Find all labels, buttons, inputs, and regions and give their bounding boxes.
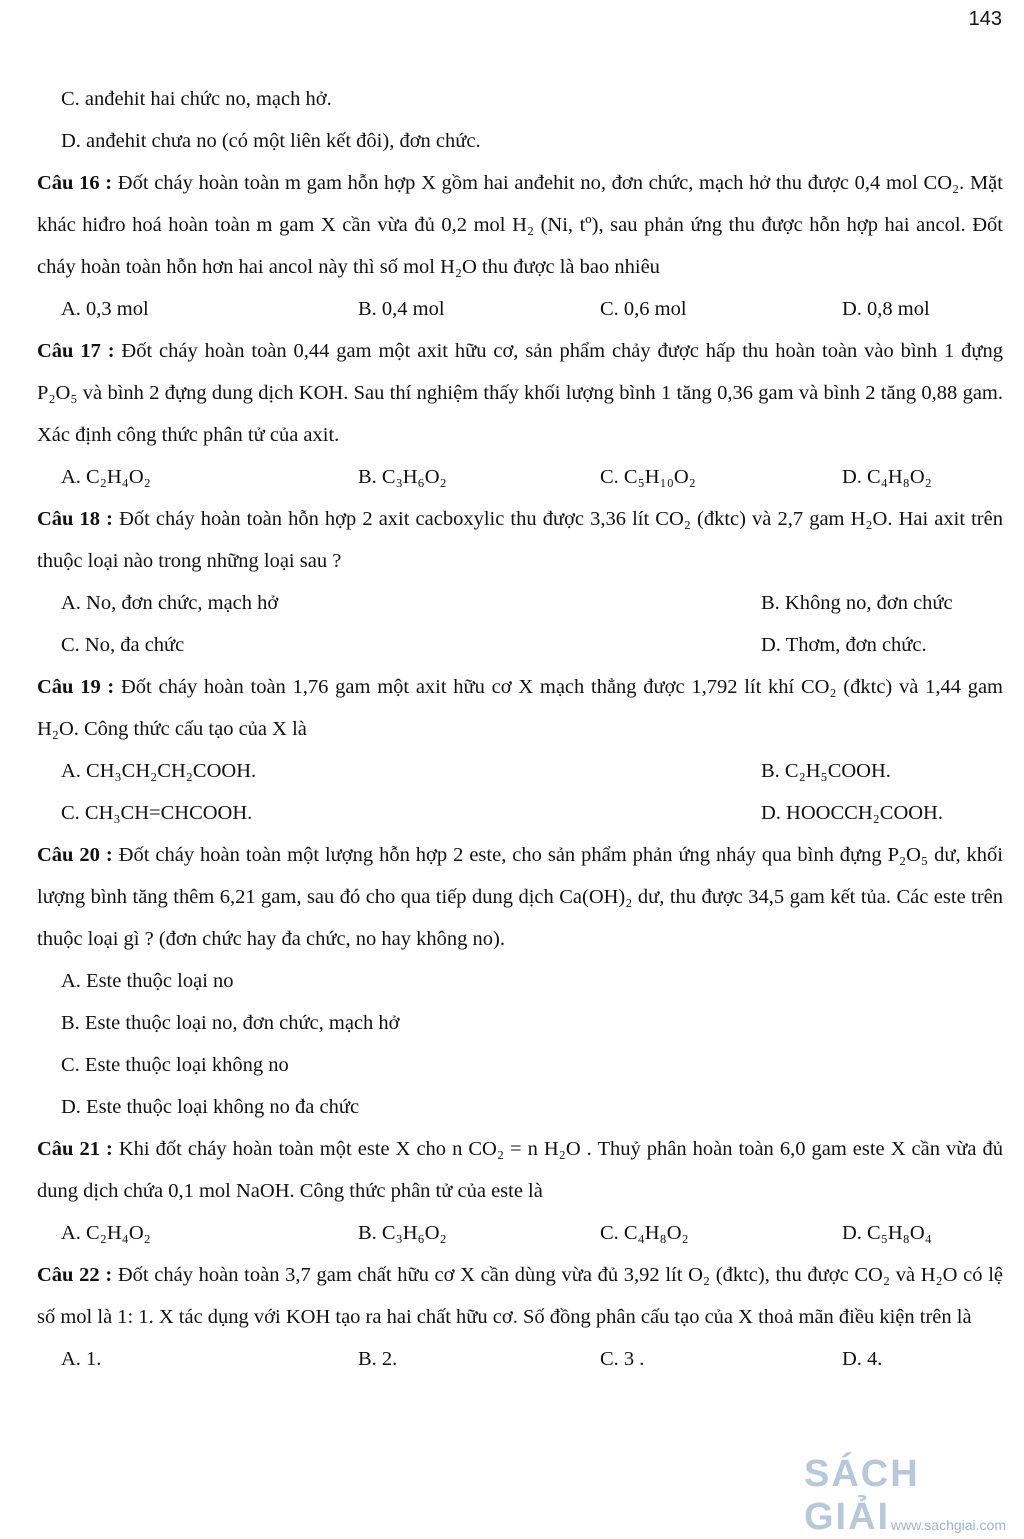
question-label: Câu 20 : xyxy=(37,844,113,866)
question-17 xyxy=(37,330,1003,456)
document-body xyxy=(37,78,1003,1380)
option-c: C. Este thuộc loại không no xyxy=(61,1054,289,1076)
question-text: Đốt cháy hoàn toàn 0,44 gam một axit hữu cơ, sản phẩm chảy được hấp thu hoàn toàn vào bình 1 đựng P₂O₅ và bình 2 đựng dung dịch KOH. Sau thí nghiệm thấy khối lượng bình 1 tăng 0,36 gam và bình 2 tăng 0,88 gam. Xác định công thức phân tử của axit. xyxy=(37,340,1003,446)
q18-options-cd xyxy=(37,624,1003,666)
option-b: B. C₃H₆O₂ xyxy=(358,466,447,488)
watermark-logo xyxy=(804,1443,1014,1538)
q18-options-ab xyxy=(37,582,1003,624)
question-18 xyxy=(37,498,1003,582)
option-b: B. Este thuộc loại no, đơn chức, mạch hở xyxy=(61,1012,400,1034)
option-c: C. 0,6 mol xyxy=(600,298,687,320)
option-c: C. C₄H₈O₂ xyxy=(600,1222,689,1244)
option-a: A. 0,3 mol xyxy=(61,298,149,320)
watermark-brand: SÁCH GIẢI xyxy=(804,1453,920,1538)
option-c: C. No, đa chức xyxy=(61,634,185,656)
option-d: D. C₅H₈O₄ xyxy=(842,1222,932,1244)
q21-options xyxy=(37,1212,1003,1254)
q19-options-ab xyxy=(37,750,1003,792)
q19-options-cd xyxy=(37,792,1003,834)
option-d: D. Thơm, đơn chức. xyxy=(761,634,927,656)
question-label: Câu 17 : xyxy=(37,340,115,362)
option-d: D. Este thuộc loại không no đa chức xyxy=(61,1096,360,1118)
option-d: D. HOOCCH₂COOH. xyxy=(761,802,943,824)
question-label: Câu 21 : xyxy=(37,1138,113,1160)
q16-options xyxy=(37,288,1003,330)
option-b: B. 0,4 mol xyxy=(358,298,445,320)
question-21 xyxy=(37,1128,1003,1212)
option-b: B. Không no, đơn chức xyxy=(761,592,953,614)
option-d: D. 4. xyxy=(842,1348,883,1370)
option-a: A. CH₃CH₂CH₂COOH. xyxy=(61,760,257,782)
option-a: A. No, đơn chức, mạch hở xyxy=(61,592,279,614)
q15-option-c: C. anđehit hai chức no, mạch hở. xyxy=(61,88,332,110)
option-d: D. 0,8 mol xyxy=(842,298,930,320)
question-text: Đốt cháy hoàn toàn 1,76 gam một axit hữu cơ X mạch thẳng được 1,792 lít khí CO₂ (đktc) và 1,44 gam H₂O. Công thức cấu tạo của X là xyxy=(37,676,1003,740)
option-b: B. C₂H₅COOH. xyxy=(761,760,891,782)
option-b: B. C₃H₆O₂ xyxy=(358,1222,447,1244)
question-20 xyxy=(37,834,1003,960)
question-text: Đốt cháy hoàn toàn một lượng hỗn hợp 2 este, cho sản phẩm phản ứng nháy qua bình đựng P₂O₅ dư, khối lượng bình tăng thêm 6,21 gam, sau đó cho qua tiếp dung dịch Ca(OH)₂ dư, thu được 34,5 gam kết tủa. Các este trên thuộc loại gì ? (đơn chức hay đa chức, no hay không no). xyxy=(37,844,1003,950)
option-b: B. 2. xyxy=(358,1348,398,1370)
option-c: C. 3 . xyxy=(600,1348,645,1370)
page-number: 143 xyxy=(968,8,1002,30)
question-16 xyxy=(37,162,1003,288)
watermark-url: www.sachgiai.com xyxy=(890,1517,1006,1533)
question-text: Khi đốt cháy hoàn toàn một este X cho n CO₂ = n H₂O . Thuỷ phân hoàn toàn 6,0 gam este X cần vừa đủ dung dịch chứa 0,1 mol NaOH. Công thức phân tử của este là xyxy=(37,1138,1003,1202)
option-d: D. C₄H₈O₂ xyxy=(842,466,932,488)
option-a: A. Este thuộc loại no xyxy=(61,970,234,992)
question-text: Đốt cháy hoàn toàn m gam hỗn hợp X gồm hai anđehit no, đơn chức, mạch hở thu được 0,4 mol CO₂. Mặt khác hiđro hoá hoàn toàn m gam X cần vừa đủ 0,2 mol H₂ (Ni, tº), sau phản ứng thu được hỗn hợp hai ancol. Đốt cháy hoàn toàn hỗn hơn hai ancol này thì số mol H₂O thu được là bao nhiêu xyxy=(37,172,1003,278)
question-label: Câu 18 : xyxy=(37,508,113,530)
question-label: Câu 16 : xyxy=(37,172,113,194)
question-19 xyxy=(37,666,1003,750)
option-c: C. CH₃CH=CHCOOH. xyxy=(61,802,253,824)
question-label: Câu 19 : xyxy=(37,676,115,698)
question-text: Đốt cháy hoàn toàn 3,7 gam chất hữu cơ X cần dùng vừa đủ 3,92 lít O₂ (đktc), thu được CO₂ và H₂O có lệ số mol là 1: 1. X tác dụng với KOH tạo ra hai chất hữu cơ. Số đồng phân cấu tạo của X thoả mãn điều kiện trên là xyxy=(37,1264,1003,1328)
q22-options xyxy=(37,1338,1003,1380)
option-a: A. 1. xyxy=(61,1348,102,1370)
q17-options xyxy=(37,456,1003,498)
question-label: Câu 22 : xyxy=(37,1264,113,1286)
option-c: C. C₅H₁₀O₂ xyxy=(600,466,696,488)
q15-option-d: D. anđehit chưa no (có một liên kết đôi), đơn chức. xyxy=(61,130,481,152)
question-text: Đốt cháy hoàn toàn hỗn hợp 2 axit cacboxylic thu được 3,36 lít CO₂ (đktc) và 2,7 gam H₂O. Hai axit trên thuộc loại nào trong những loại sau ? xyxy=(37,508,1003,572)
option-a: A. C₂H₄O₂ xyxy=(61,1222,151,1244)
option-a: A. C₂H₄O₂ xyxy=(61,466,151,488)
question-22 xyxy=(37,1254,1003,1338)
